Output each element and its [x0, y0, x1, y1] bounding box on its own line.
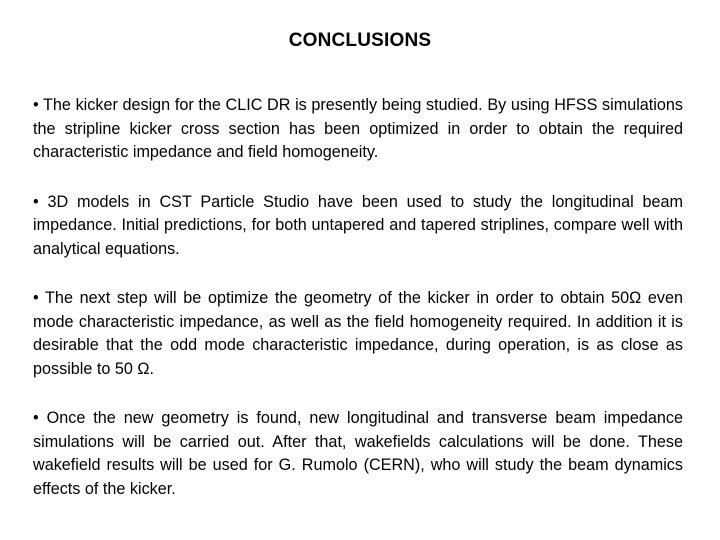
bullet-list — [33, 94, 683, 527]
bullet-text-3: The next step will be optimize the geometry of the kicker in order to obtain 50Ω even mode characteristic impedance, as well as the field homogeneity required. In addition it is desirable that the odd mode characteristic impedance, during operation, is as close as possible to 50 Ω. — [33, 289, 683, 378]
bullet-paragraph-1 — [33, 94, 683, 165]
bullet-marker: • — [33, 289, 39, 307]
bullet-text-2: 3D models in CST Particle Studio have been used to study the longitudinal beam impedance. Initial predictions, for both untapered and tapered striplines, compare well with analytical equations. — [33, 192, 683, 258]
bullet-paragraph-2 — [33, 191, 683, 262]
bullet-marker: • — [33, 96, 39, 114]
bullet-text-4: Once the new geometry is found, new longitudinal and transverse beam impedance simulations will be carried out. After that, wakefields calculations will be done. These wakefield results will be used for G. Rumolo (CERN), who will study the beam dynamics effects of the kicker. — [33, 409, 683, 498]
bullet-paragraph-4 — [33, 407, 683, 501]
bullet-marker: • — [33, 409, 39, 427]
slide-title: CONCLUSIONS — [288, 30, 432, 51]
bullet-paragraph-3 — [33, 287, 683, 381]
bullet-text-1: The kicker design for the CLIC DR is presently being studied. By using HFSS simulations the stripline kicker cross section has been optimized in order to obtain the required characteristic impedance and field homogeneity. — [33, 96, 683, 161]
bullet-marker: • — [33, 192, 39, 211]
